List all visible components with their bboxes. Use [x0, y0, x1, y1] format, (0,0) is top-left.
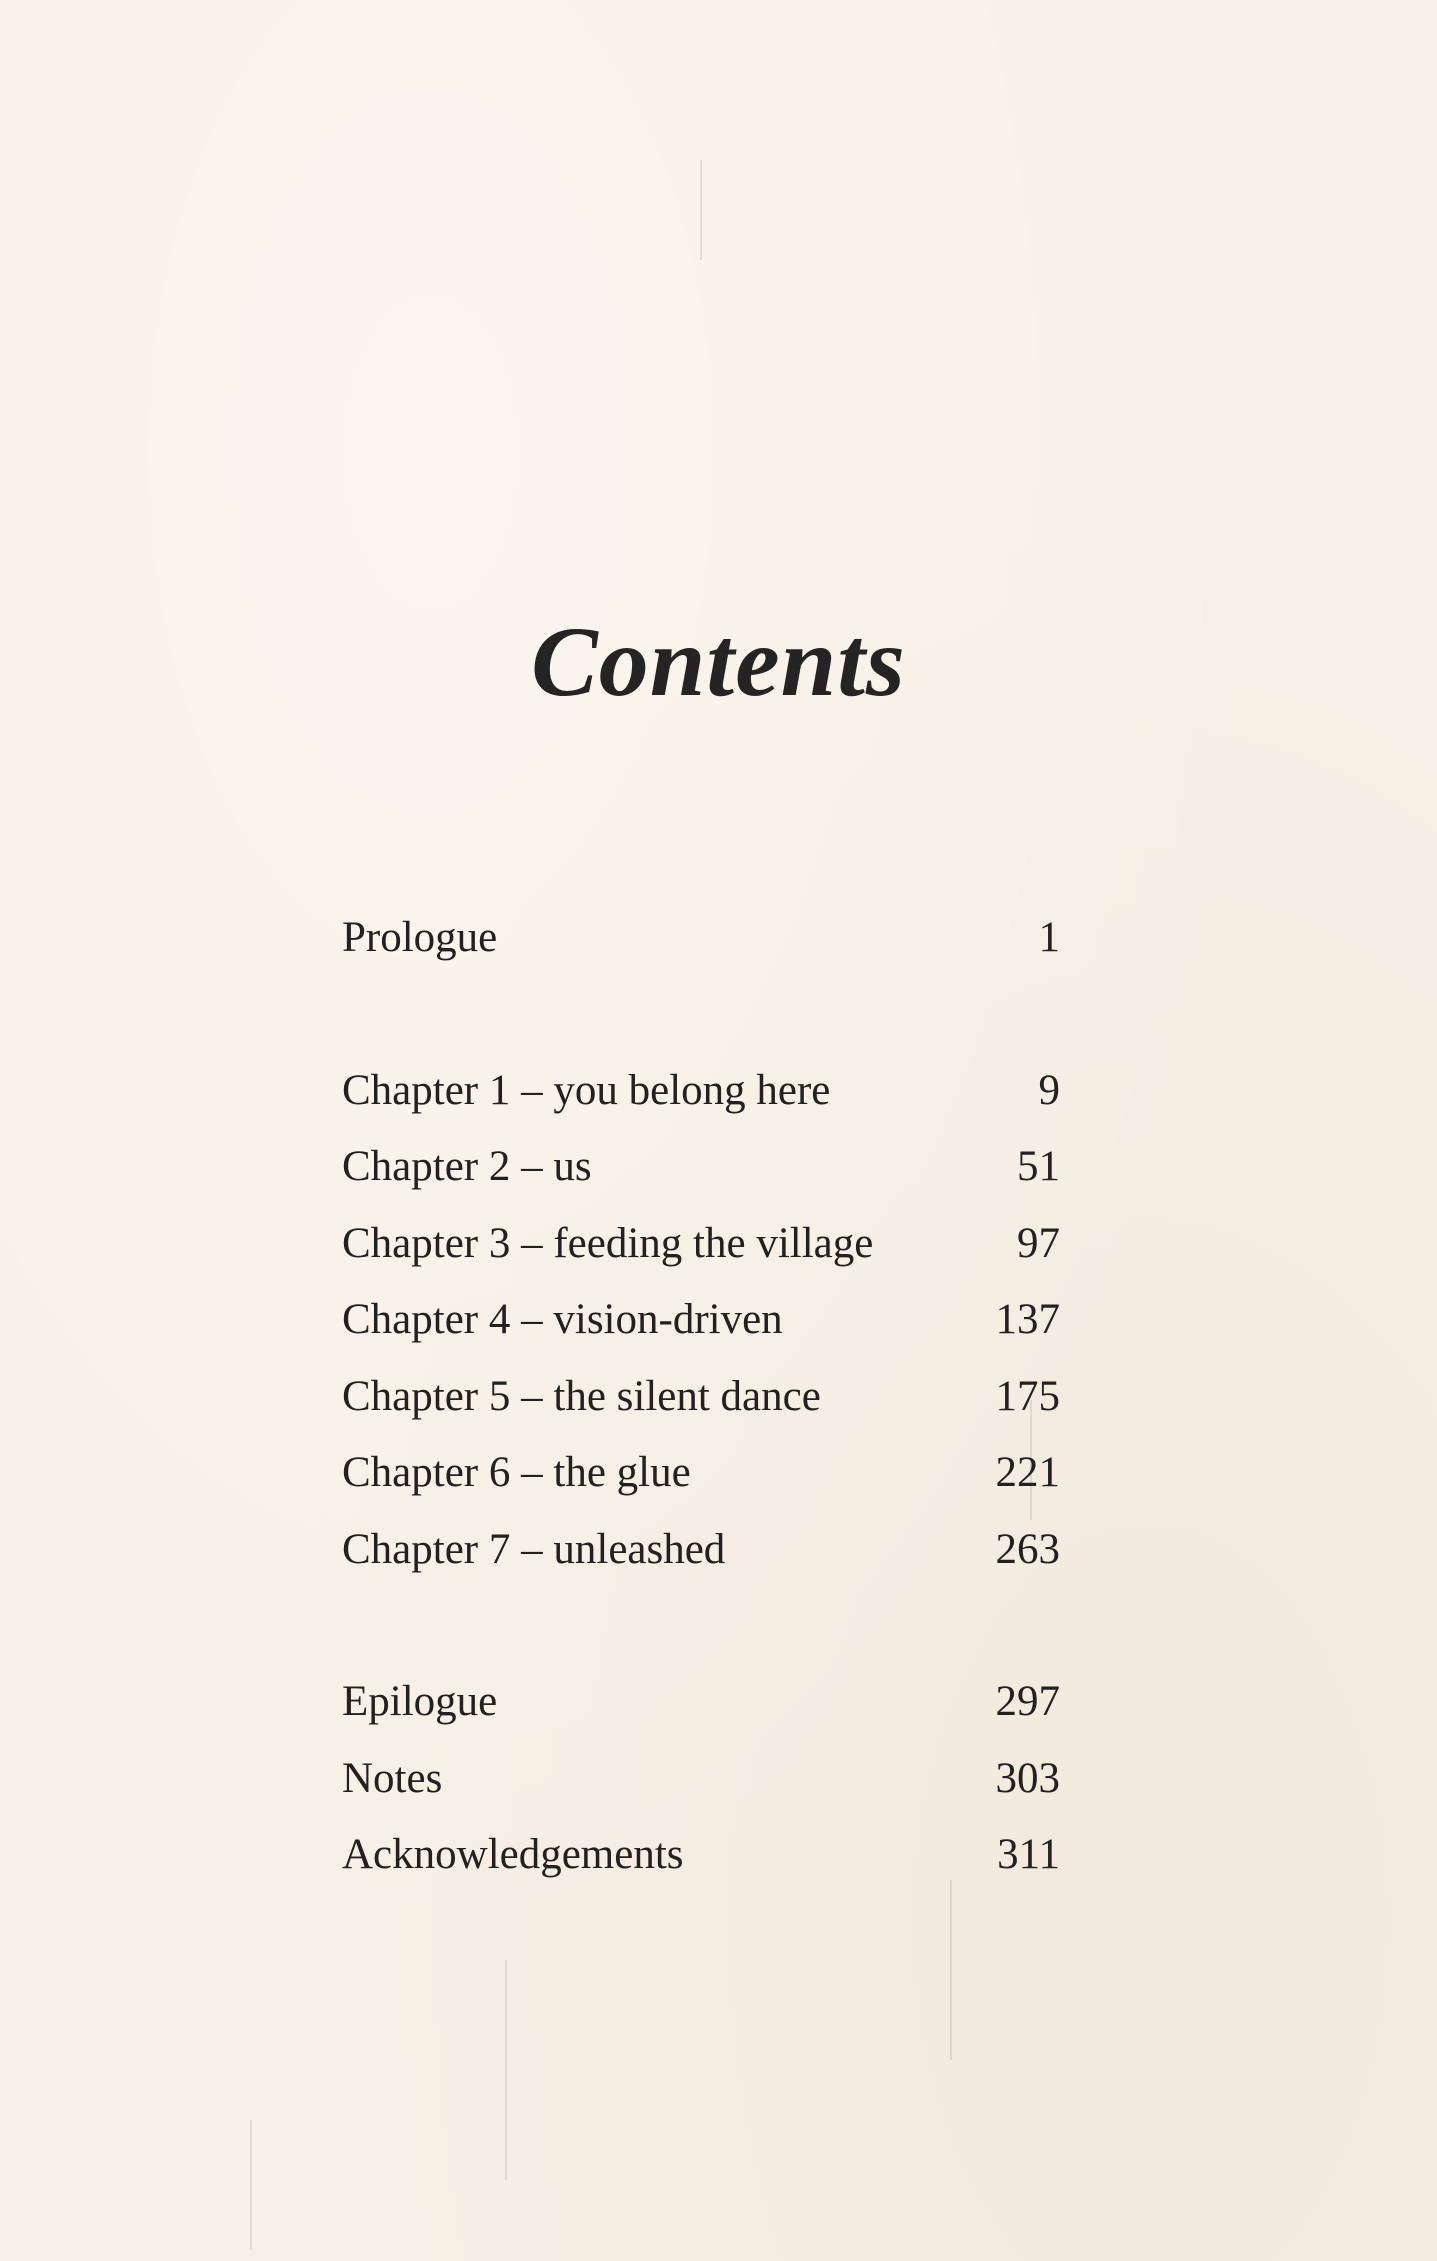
toc-entry-label: Notes	[342, 1754, 443, 1802]
toc-entry-label: Chapter 2 – us	[342, 1143, 592, 1190]
toc-entry-label: Chapter 1 – you belong here	[342, 1066, 831, 1114]
toc-entry-epilogue[interactable]	[342, 1664, 1060, 1741]
table-of-contents	[342, 900, 1060, 1894]
toc-entry-chapter-7[interactable]	[342, 1512, 1060, 1589]
toc-entry-chapter-6[interactable]	[342, 1435, 1060, 1512]
toc-entry-chapter-3[interactable]	[342, 1206, 1060, 1283]
toc-entry-label: Acknowledgements	[342, 1831, 684, 1878]
toc-entry-label: Chapter 3 – feeding the village	[342, 1219, 874, 1267]
chapters-group	[342, 1053, 1060, 1589]
toc-entry-chapter-1[interactable]	[342, 1053, 1060, 1130]
toc-entry-acknowledgements[interactable]	[342, 1817, 1060, 1894]
toc-entry-label: Chapter 5 – the silent dance	[342, 1372, 821, 1420]
toc-entry-label: Epilogue	[342, 1678, 498, 1725]
section-spacer	[342, 1588, 1060, 1664]
front-matter-group	[342, 900, 1060, 977]
scan-mark	[250, 2120, 252, 2250]
toc-entry-page: 297	[995, 1678, 1060, 1725]
toc-entry-label: Chapter 6 – the glue	[342, 1449, 691, 1496]
scan-mark	[700, 160, 702, 260]
toc-entry-chapter-5[interactable]	[342, 1359, 1060, 1436]
toc-entry-page: 9	[1038, 1066, 1060, 1114]
toc-entry-page: 303	[995, 1754, 1060, 1802]
toc-entry-page: 97	[1017, 1219, 1060, 1267]
toc-entry-notes[interactable]	[342, 1741, 1060, 1818]
toc-entry-chapter-4[interactable]	[342, 1282, 1060, 1359]
toc-entry-page: 137	[995, 1296, 1060, 1343]
toc-entry-page: 263	[995, 1525, 1060, 1573]
toc-entry-page: 311	[997, 1831, 1060, 1878]
toc-entry-label: Chapter 4 – vision-driven	[342, 1296, 783, 1343]
scan-mark	[950, 1880, 952, 2060]
back-matter-group	[342, 1664, 1060, 1894]
toc-entry-page: 51	[1017, 1143, 1060, 1190]
toc-entry-label: Prologue	[342, 914, 498, 961]
toc-entry-page: 175	[995, 1372, 1060, 1420]
page-title: Contents	[531, 606, 906, 717]
scan-mark	[505, 1960, 507, 2180]
toc-entry-page: 1	[1038, 914, 1060, 961]
section-spacer	[342, 977, 1060, 1053]
toc-entry-chapter-2[interactable]	[342, 1129, 1060, 1206]
toc-entry-page: 221	[995, 1449, 1060, 1496]
toc-entry-prologue[interactable]	[342, 900, 1060, 977]
toc-entry-label: Chapter 7 – unleashed	[342, 1525, 726, 1573]
